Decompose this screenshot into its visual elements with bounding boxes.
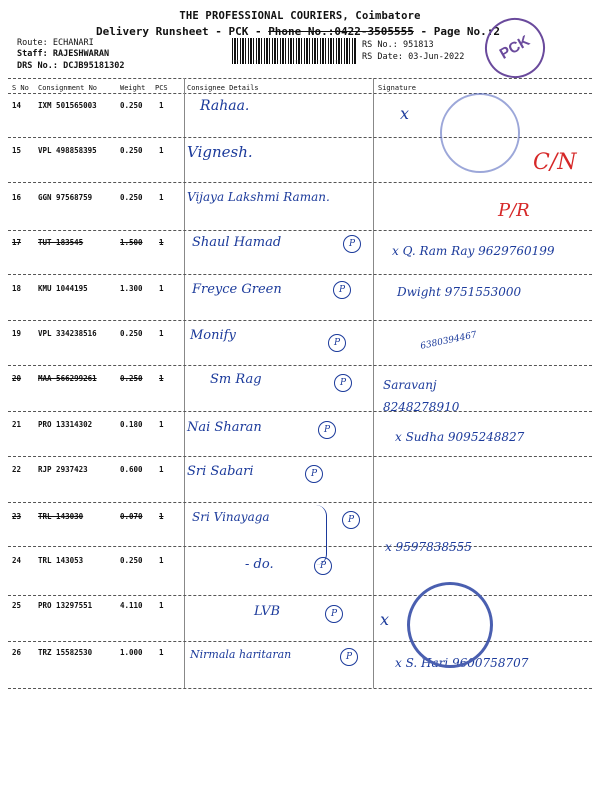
- p-mark: P: [343, 235, 361, 253]
- row-sno: 16: [12, 193, 22, 202]
- rs-no-line: [362, 40, 434, 50]
- rs-date-value: 03-Jun-2022: [408, 52, 465, 62]
- row-pcs: 1: [159, 556, 164, 565]
- row-pcs: 1: [159, 101, 164, 110]
- row-consignee: Rahaa.: [200, 98, 250, 114]
- table-bottom-rule: [8, 688, 592, 689]
- table-top-rule: [8, 78, 592, 79]
- row-rule: [8, 456, 592, 457]
- staff-line: [17, 49, 109, 59]
- drs-value: DCJB95181302: [63, 61, 125, 71]
- col-consignment: Consignment No: [38, 84, 98, 92]
- row-weight: 1.500: [120, 238, 143, 247]
- row-weight: 1.000: [120, 648, 143, 657]
- row-weight: 0.600: [120, 465, 143, 474]
- row-consignment: RJP 2937423: [38, 465, 88, 474]
- row-sno: 25: [12, 601, 22, 610]
- row-consignment: TRZ 15582530: [38, 648, 93, 657]
- row-rule: [8, 230, 592, 231]
- column-divider: [373, 78, 374, 688]
- rs-no-label: RS No.:: [362, 40, 398, 50]
- row-consignment: PRO 13314302: [38, 420, 93, 429]
- round-stamp: [440, 93, 520, 173]
- row-sno: 22: [12, 465, 22, 474]
- runsheet-page: - Page No.:2: [413, 25, 500, 38]
- row-weight: 0.250: [120, 556, 143, 565]
- row-consignee: Shaul Hamad: [192, 235, 282, 250]
- row-pcs: 1: [159, 512, 164, 521]
- row-consignee: Nai Sharan: [187, 420, 262, 435]
- runsheet-phone: Phone No.:0422-3505555: [268, 25, 414, 38]
- row-consignment: TRL 143030: [38, 512, 84, 521]
- col-weight: Weight: [120, 84, 146, 92]
- cn-annotation: C/N: [533, 150, 577, 175]
- route-value: ECHANARI: [52, 38, 94, 48]
- staff-label: Staff:: [17, 49, 48, 59]
- rs-date-label: RS Date:: [362, 52, 403, 62]
- p-mark: P: [305, 465, 323, 483]
- row-consignment: PRO 13297551: [38, 601, 93, 610]
- row-weight: 0.250: [120, 101, 143, 110]
- row-rule: [8, 411, 592, 412]
- row-consignee: Nirmala haritaran: [190, 648, 292, 661]
- row-consignment: VPL 334238516: [38, 329, 97, 338]
- row-sno: 14: [12, 101, 22, 110]
- column-divider: [184, 78, 185, 688]
- row-weight: 0.250: [120, 193, 143, 202]
- row-signature: x Sudha 9095248827: [395, 430, 525, 444]
- pck-stamp: PCK: [474, 7, 556, 89]
- header-rule: [8, 93, 592, 94]
- row-rule: [8, 274, 592, 275]
- round-stamp: [407, 582, 493, 668]
- row-rule: [8, 502, 592, 503]
- row-consignee: Sri Sabari: [187, 464, 254, 479]
- row-weight: 0.180: [120, 420, 143, 429]
- row-sno: 24: [12, 556, 22, 565]
- route-label: Route:: [17, 38, 48, 48]
- drs-line: [17, 61, 125, 71]
- p-mark: P: [328, 334, 346, 352]
- row-signature: x: [400, 104, 410, 123]
- p-mark: P: [318, 421, 336, 439]
- row-consignee: Vignesh.: [187, 143, 253, 161]
- col-consignee: Consignee Details: [187, 84, 259, 92]
- row-pcs: 1: [159, 374, 164, 383]
- row-pcs: 1: [159, 420, 164, 429]
- row-rule: [8, 641, 592, 642]
- p-mark: P: [333, 281, 351, 299]
- row-sno: 21: [12, 420, 22, 429]
- ditto-bracket: [316, 505, 327, 565]
- barcode: [232, 38, 356, 64]
- pr-annotation: P/R: [498, 200, 530, 221]
- row-sno: 19: [12, 329, 22, 338]
- row-consignment: TRL 143053: [38, 556, 84, 565]
- row-pcs: 1: [159, 146, 164, 155]
- row-consignment: VPL 498858395: [38, 146, 97, 155]
- row-signature: x S. Hari 9600758707: [395, 656, 529, 670]
- row-pcs: 1: [159, 193, 164, 202]
- p-mark: P: [325, 605, 343, 623]
- drs-label: DRS No.:: [17, 61, 58, 71]
- row-sno: 23: [12, 512, 22, 521]
- row-sno: 26: [12, 648, 22, 657]
- col-sno: S No: [12, 84, 29, 92]
- p-mark: P: [342, 511, 360, 529]
- row-pcs: 1: [159, 465, 164, 474]
- row-sno: 18: [12, 284, 22, 293]
- row-weight: 0.250: [120, 374, 143, 383]
- row-consignment: MAA 566299261: [38, 374, 97, 383]
- row-rule: [8, 182, 592, 183]
- row-consignee: Vijaya Lakshmi Raman.: [187, 190, 330, 204]
- row-pcs: 1: [159, 601, 164, 610]
- row-consignment: GGN 97568759: [38, 193, 93, 202]
- runsheet-prefix: Delivery Runsheet - PCK -: [96, 25, 269, 38]
- row-consignee: Sm Rag: [210, 372, 262, 387]
- row-rule: [8, 365, 592, 366]
- row-rule: [8, 320, 592, 321]
- row-weight: 0.250: [120, 146, 143, 155]
- row-consignee: Monify: [190, 328, 236, 343]
- row-signature: Saravanj 8248278910: [383, 378, 460, 414]
- runsheet-title: [96, 25, 500, 38]
- col-signature: Signature: [378, 84, 416, 92]
- row-pcs: 1: [159, 648, 164, 657]
- row-consignment: TUT 183545: [38, 238, 84, 247]
- row-sno: 15: [12, 146, 22, 155]
- row-pcs: 1: [159, 284, 164, 293]
- row-pcs: 1: [159, 238, 164, 247]
- row-signature: x 9597838555: [385, 540, 472, 554]
- row-weight: 0.250: [120, 329, 143, 338]
- p-mark: P: [334, 374, 352, 392]
- row-consignee: - do.: [245, 557, 274, 572]
- p-mark: P: [340, 648, 358, 666]
- row-signature: x: [380, 610, 390, 629]
- route-line: [17, 38, 94, 48]
- row-weight: 1.300: [120, 284, 143, 293]
- row-consignee: LVB: [254, 604, 281, 619]
- row-sno: 20: [12, 374, 22, 383]
- row-weight: 4.110: [120, 601, 143, 610]
- row-sno: 17: [12, 238, 22, 247]
- col-pcs: PCS: [155, 84, 168, 92]
- row-signature: Dwight 9751553000: [397, 285, 522, 299]
- row-weight: 0.070: [120, 512, 143, 521]
- row-pcs: 1: [159, 329, 164, 338]
- row-signature: 6380394467: [419, 330, 478, 352]
- row-signature: x Q. Ram Ray 9629760199: [392, 244, 555, 258]
- company-title: THE PROFESSIONAL COURIERS, Coimbatore: [179, 10, 421, 22]
- staff-value: RAJESHWARAN: [52, 49, 110, 59]
- row-rule: [8, 595, 592, 596]
- row-consignee: Sri Vinayaga: [192, 510, 270, 524]
- row-consignment: IXM 501565003: [38, 101, 97, 110]
- rs-no-value: 951813: [402, 40, 434, 50]
- row-consignee: Freyce Green: [192, 282, 282, 297]
- p-mark: P: [314, 557, 332, 575]
- rs-date-line: [362, 52, 464, 62]
- row-rule: [8, 546, 592, 547]
- row-consignment: KMU 1044195: [38, 284, 88, 293]
